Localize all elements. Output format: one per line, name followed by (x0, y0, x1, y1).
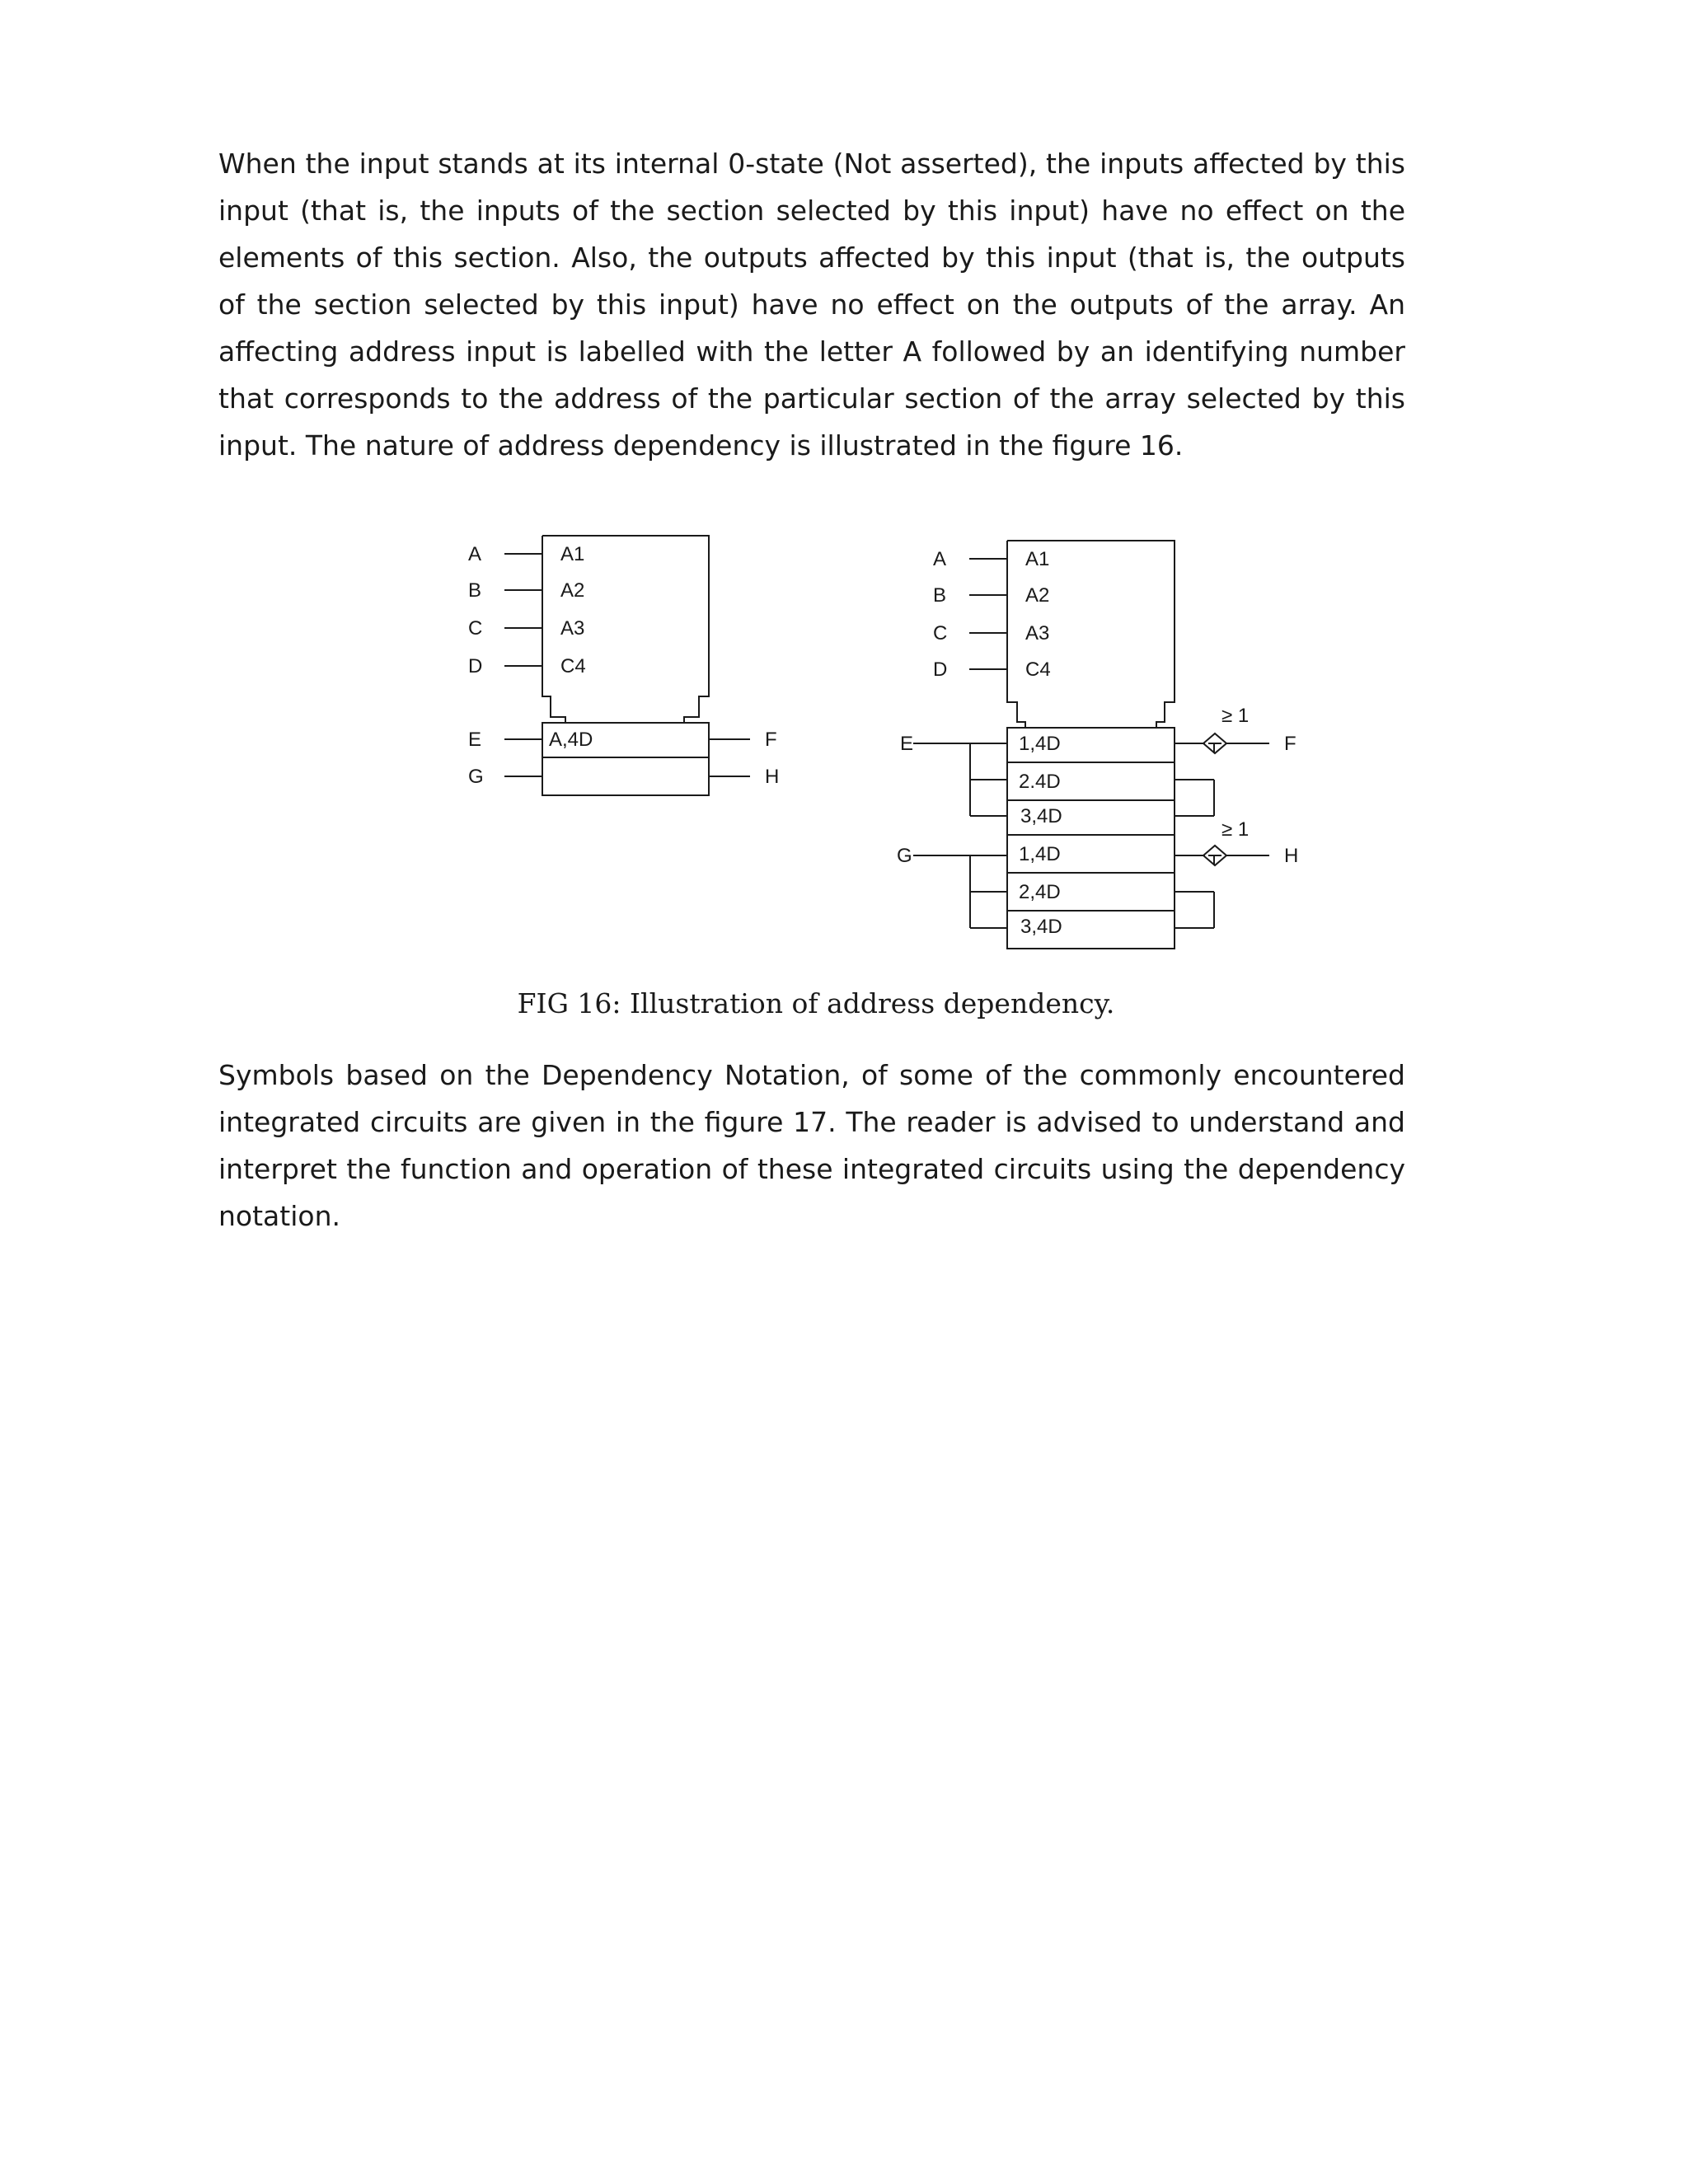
right-or-label-top: ≥ 1 (1221, 705, 1250, 727)
body-paragraph-1: When the input stands at its internal 0-state (Not asserted), the inputs affected by this input (that is, the inputs of the section selected by this input) have no effect on the elements of this section. Also, the outputs affected by this input (that is, the outputs of the section selected by this input) have no effect on the outputs of the array. An affecting address input is labelled with the letter A followed by an identifying number that corresponds to the address of the particular section of the array selected by this input. The nature of address dependency is illustrated in the figure 16. (218, 148, 1405, 462)
right-input-e: E (900, 733, 914, 755)
body-paragraph-2: Symbols based on the Dependency Notation, of some of the commonly encountered integrated circuits are given in the figure 17. The reader is advised to understand and interpret the function and operation of these integrated circuits using the dependency notation. (218, 1059, 1405, 1232)
left-symbol (468, 536, 779, 795)
left-output-f: F (765, 729, 777, 751)
right-symbol (897, 541, 1298, 949)
right-input-c: C (933, 622, 948, 644)
right-section-label-4: 1,4D (1019, 843, 1061, 865)
address-dependency-figure (0, 0, 1688, 972)
left-section-label: A,4D (549, 729, 593, 751)
right-label-c4: C4 (1025, 658, 1051, 681)
right-section-label-5: 2,4D (1019, 881, 1061, 903)
right-input-d: D (933, 658, 948, 681)
right-section-label-6: 3,4D (1020, 916, 1062, 938)
left-label-c4: C4 (560, 655, 586, 677)
figure-caption: FIG 16: Illustration of address dependency. (517, 987, 1115, 1019)
right-output-f: F (1284, 733, 1296, 755)
right-input-g: G (897, 845, 912, 867)
right-output-h: H (1284, 845, 1299, 867)
right-input-b: B (933, 584, 947, 607)
left-input-c: C (468, 617, 483, 640)
left-section-2 (542, 757, 709, 795)
right-label-a1: A1 (1025, 548, 1050, 570)
right-section-label-2: 2.4D (1019, 771, 1061, 793)
left-label-a3: A3 (560, 617, 585, 640)
left-label-a1: A1 (560, 543, 585, 565)
right-label-a2: A2 (1025, 584, 1050, 607)
right-label-a3: A3 (1025, 622, 1050, 644)
right-section-label-1: 1,4D (1019, 733, 1061, 755)
left-input-g: G (468, 766, 484, 788)
right-input-a: A (933, 548, 947, 570)
left-label-a2: A2 (560, 579, 585, 602)
left-input-b: B (468, 579, 482, 602)
left-output-h: H (765, 766, 780, 788)
right-section-label-3: 3,4D (1020, 805, 1062, 827)
left-input-e: E (468, 729, 482, 751)
left-input-d: D (468, 655, 483, 677)
left-input-a: A (468, 543, 482, 565)
right-or-label-bottom: ≥ 1 (1221, 818, 1250, 841)
